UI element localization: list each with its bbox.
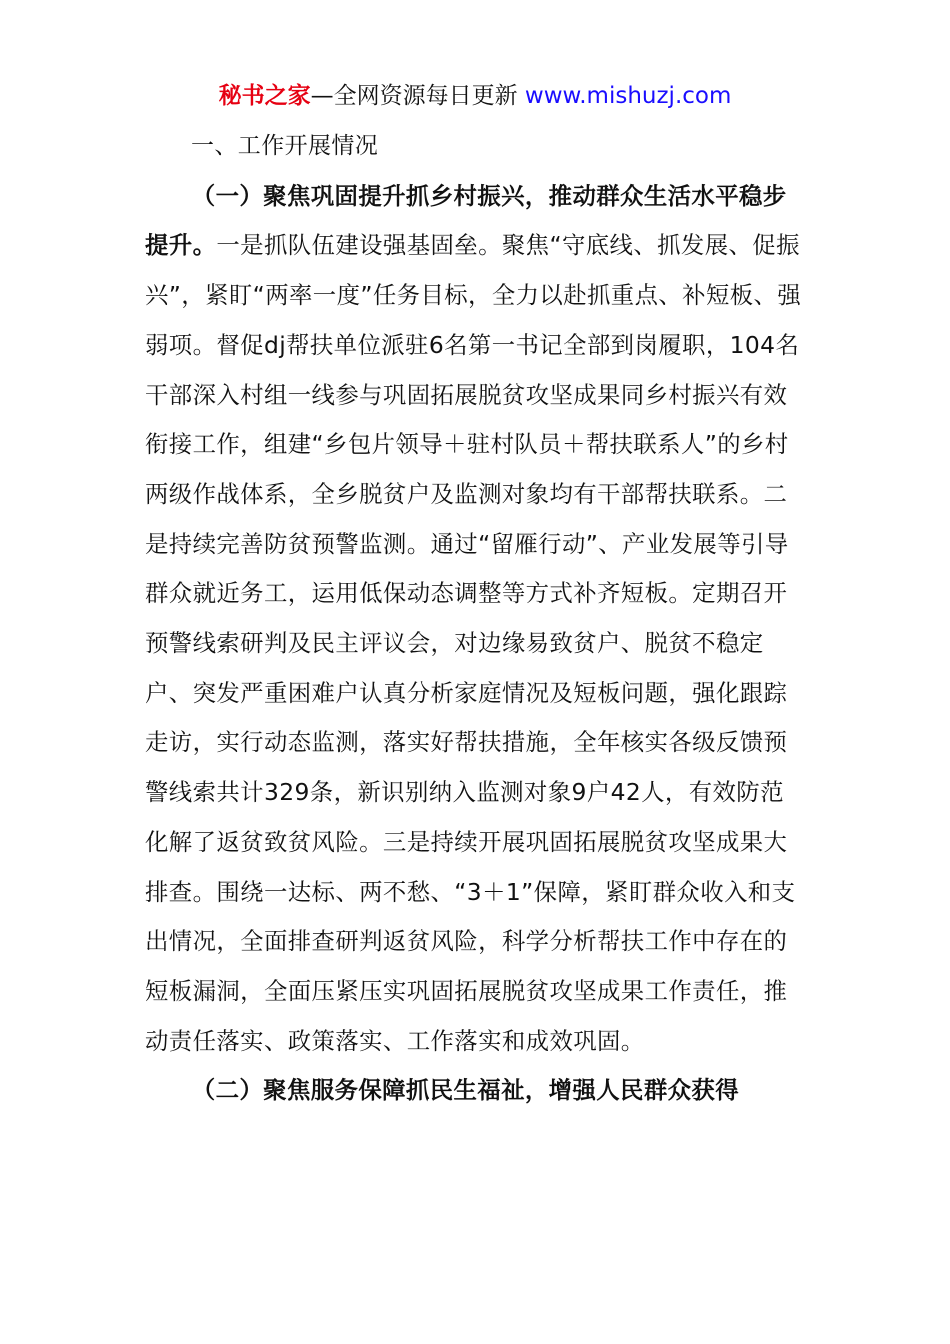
paragraph-1-heading: （一）聚焦巩固提升抓乡村振兴，推动群众生活水平稳步提升。 — [145, 181, 787, 260]
brand-name: 秘书之家 — [218, 83, 311, 109]
document-body — [145, 122, 805, 1116]
paragraph-2 — [145, 1066, 805, 1116]
paragraph-2-heading: （二）聚焦服务保障抓民生福祉，增强人民群众获得 — [191, 1076, 739, 1105]
paragraph-1-text: 一是抓队伍建设强基固垒。聚焦“守底线、抓发展、促振兴”，紧盯“两率一度”任务目标，全力以赴抓重点、补短板、强弱项。督促dj帮扶单位派驻6名第一书记全部到岗履职，104名干部深入村组一线参与巩固拓展脱贫攻坚成果同乡村振兴有效衔接工作，组建“乡包片领导＋驻村队员＋帮扶联系人”的乡村两级作战体系，全乡脱贫户及监测对象均有干部帮扶联系。二是持续完善防贫预警监测。通过“留雁行动”、产业发展等引导群众就近务工，运用低保动态调整等方式补齐短板。定期召开预警线索研判及民主评议会，对边缘易致贫户、脱贫不稳定户、突发严重困难户认真分析家庭情况及短板问题，强化跟踪走访，实行动态监测，落实好帮扶措施，全年核实各级反馈预警线索共计329条，新识别纳入监测对象9户42人，有效防范化解了返贫致贫风险。三是持续开展巩固拓展脱贫攻坚成果大排查。围绕一达标、两不愁、“3＋1”保障，紧盯群众收入和支出情况，全面排查研判返贫风险，科学分析帮扶工作中存在的短板漏洞，全面压紧压实巩固拓展脱贫攻坚成果工作责任，推动责任落实、政策落实、工作落实和成效巩固。 — [145, 231, 802, 1055]
site-header — [0, 80, 950, 112]
paragraph-1 — [145, 172, 805, 1067]
section-heading: 一、工作开展情况 — [191, 133, 379, 159]
header-tagline: —全网资源每日更新 — [310, 83, 525, 109]
site-url-link[interactable]: www.mishuzj.com — [524, 83, 732, 109]
